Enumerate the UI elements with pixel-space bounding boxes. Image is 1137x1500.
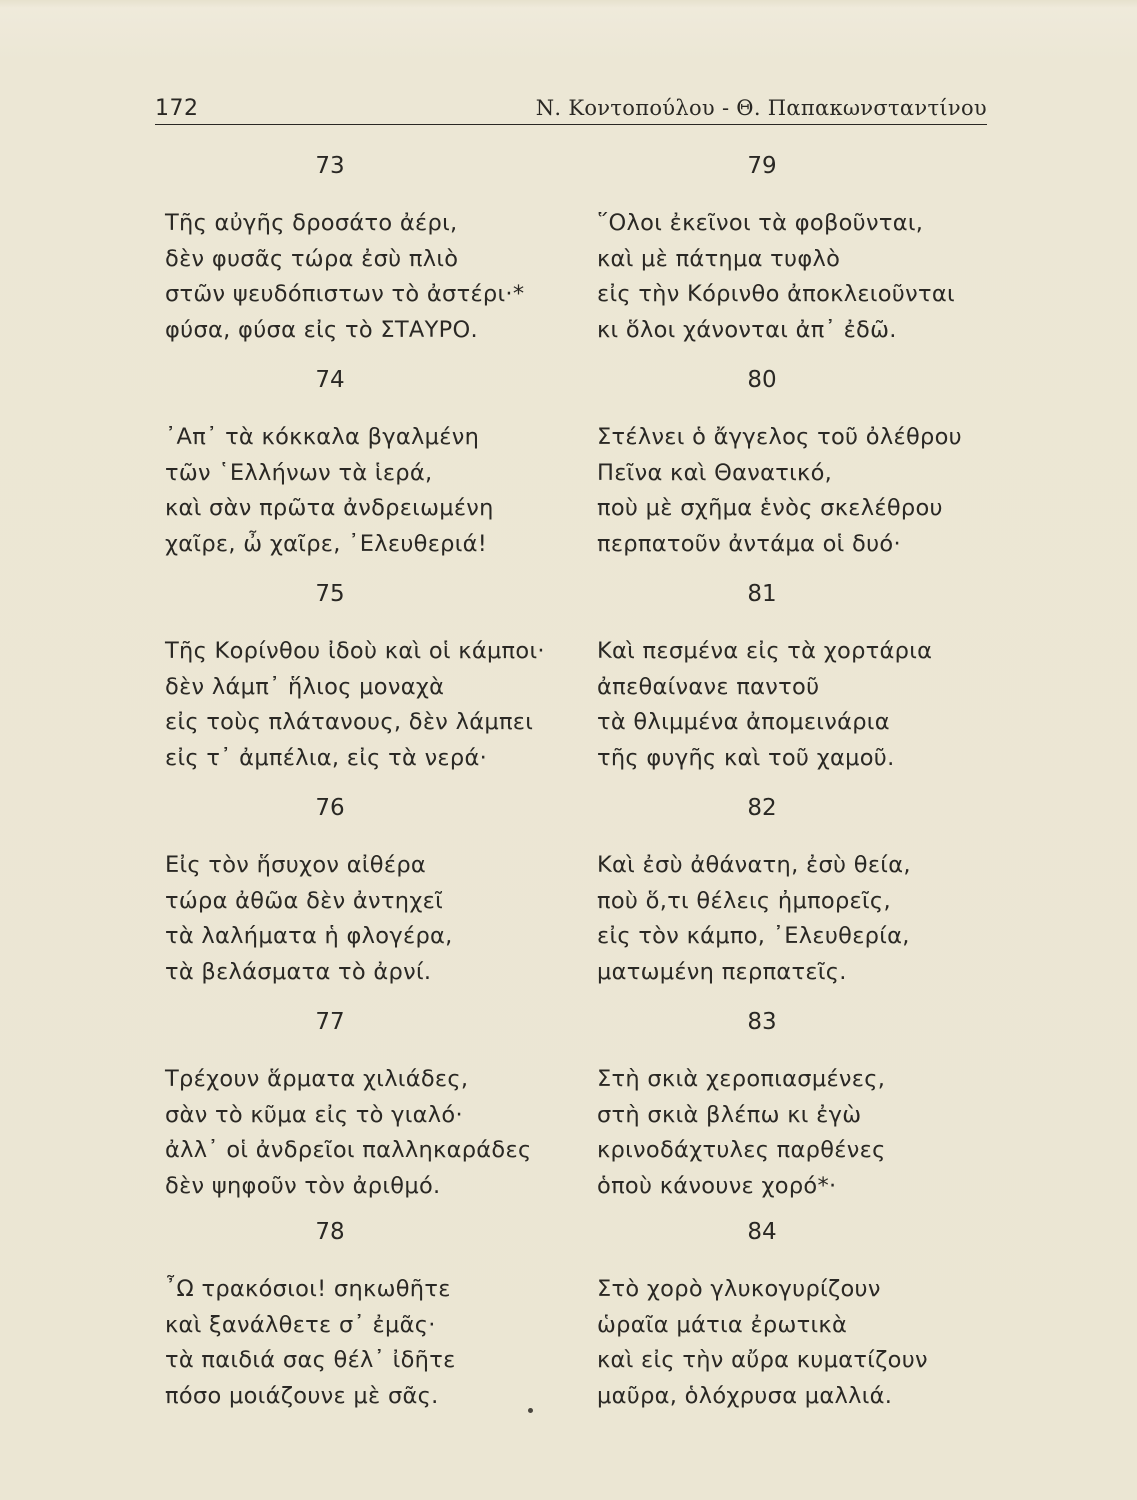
- verse-line: εἰς τὴν Κόρινθο ἀποκλειοῦνται: [597, 281, 955, 307]
- stanza-verse: [165, 1062, 531, 1204]
- verse-line: τὰ βελάσματα τὸ ἀρνί.: [165, 958, 432, 985]
- stanza-verse: [165, 206, 524, 348]
- verse-line: πόσο μοιάζουνε μὲ σᾶς.: [165, 1382, 439, 1409]
- verse-line: χαῖρε, ὦ χαῖρε, ᾿Ελευθεριά!: [165, 530, 488, 557]
- verse-line: δὲν λάμπ᾿ ἥλιος μοναχὰ: [165, 673, 445, 700]
- verse-line: τῆς φυγῆς καὶ τοῦ χαμοῦ.: [597, 744, 895, 771]
- verse-line: ῞Ολοι ἐκεῖνοι τὰ φοβοῦνται,: [597, 210, 924, 236]
- stanza-number: 84: [747, 1219, 777, 1245]
- verse-line: δὲν φυσᾶς τώρα ἐσὺ πλιὸ: [165, 245, 459, 272]
- verse-line: στὴ σκιὰ βλέπω κι ἐγὼ: [597, 1101, 862, 1128]
- verse-line: Πεῖνα καὶ Θανατικό,: [597, 459, 833, 486]
- running-head: Ν. Κοντοπούλου - Θ. Παπακωνσταντίνου: [535, 96, 987, 120]
- stanza-verse: [597, 848, 911, 990]
- page-header: [155, 96, 987, 128]
- stanza-verse: [597, 1272, 928, 1414]
- stanza-number: 73: [315, 153, 345, 179]
- verse-line: Στὸ χορὸ γλυκογυρίζουν: [597, 1276, 881, 1302]
- verse-line: ἀλλ᾿ οἱ ἀνδρεῖοι παλληκαράδες: [165, 1137, 532, 1163]
- verse-line: Καὶ πεσμένα εἰς τὰ χορτάρια: [597, 638, 933, 664]
- verse-line: ἀπεθαίνανε παντοῦ: [597, 673, 820, 700]
- stanza-verse: [597, 206, 955, 348]
- verse-line: Τρέχουν ἅρματα χιλιάδες,: [165, 1066, 469, 1092]
- verse-line: ματωμένη περπατεῖς.: [597, 958, 847, 985]
- verse-line: κρινοδάχτυλες παρθένες: [597, 1137, 886, 1163]
- stanza-number: 81: [747, 581, 777, 607]
- verse-line: στῶν ψευδόπιστων τὸ ἀστέρι·*: [165, 281, 525, 307]
- verse-line: εἰς τὸν κάμπο, ᾿Ελευθερία,: [597, 923, 910, 949]
- verse-line: Εἰς τὸν ἥσυχον αἰθέρα: [165, 852, 427, 878]
- stanza-verse: [165, 848, 453, 990]
- stanza-verse: [165, 1272, 456, 1414]
- ink-speck: [528, 1408, 533, 1413]
- stanza-number: 75: [315, 581, 345, 607]
- verse-line: Καὶ ἐσὺ ἀθάνατη, ἐσὺ θεία,: [597, 852, 911, 878]
- verse-line: κι ὅλοι χάνονται ἀπ᾿ ἐδῶ.: [597, 316, 897, 343]
- verse-line: εἰς τοὺς πλάτανους, δὲν λάμπει: [165, 709, 534, 735]
- verse-line: ὁποὺ κάνουνε χορό*·: [597, 1172, 837, 1199]
- verse-line: μαῦρα, ὁλόχρυσα μαλλιά.: [597, 1382, 893, 1409]
- verse-line: ὡραῖα μάτια ἐρωτικὰ: [597, 1311, 848, 1338]
- verse-line: καὶ μὲ πάτημα τυφλὸ: [597, 245, 841, 272]
- stanza-verse: [597, 634, 932, 776]
- verse-line: καὶ σὰν πρῶτα ἀνδρειωμένη: [165, 495, 494, 521]
- stanza-number: 74: [315, 367, 345, 393]
- verse-line: περπατοῦν ἀντάμα οἱ δυό·: [597, 530, 901, 557]
- verse-line: ποὺ ὅ,τι θέλεις ἠμπορεῖς,: [597, 887, 891, 914]
- verse-line: τὰ λαλήματα ἡ φλογέρα,: [165, 923, 453, 949]
- verse-line: ᾿Απ᾿ τὰ κόκκαλα βγαλμένη: [165, 424, 480, 450]
- verse-line: τώρα ἀθῶα δὲν ἀντηχεῖ: [165, 887, 444, 914]
- verse-line: τὰ παιδιά σας θέλ᾿ ἰδῆτε: [165, 1347, 456, 1373]
- stanza-verse: [165, 634, 545, 776]
- verse-line: ῏Ω τρακόσιοι! σηκωθῆτε: [165, 1276, 451, 1302]
- verse-line: σὰν τὸ κῦμα εἰς τὸ γιαλό·: [165, 1101, 463, 1128]
- stanza-number: 77: [315, 1009, 345, 1035]
- verse-line: Τῆς Κορίνθου ἰδοὺ καὶ οἱ κάμποι·: [165, 638, 545, 664]
- stanza-verse: [597, 1062, 886, 1204]
- verse-line: τὰ θλιμμένα ἀπομεινάρια: [597, 709, 890, 735]
- verse-line: φύσα, φύσα εἰς τὸ ΣΤΑΥΡΟ.: [165, 316, 478, 343]
- verse-line: εἰς τ᾿ ἀμπέλια, εἰς τὰ νερά·: [165, 744, 488, 771]
- verse-line: Τῆς αὐγῆς δροσάτο ἀέρι,: [165, 210, 458, 236]
- stanza-verse: [597, 420, 962, 562]
- stanza-number: 79: [747, 153, 777, 179]
- verse-line: δὲν ψηφοῦν τὸν ἀριθμό.: [165, 1172, 441, 1199]
- page-number: 172: [155, 96, 199, 121]
- stanza-verse: [165, 420, 494, 562]
- stanza-number: 82: [747, 795, 777, 821]
- verse-line: τῶν ῾Ελλήνων τὰ ἱερά,: [165, 459, 433, 486]
- stanza-number: 80: [747, 367, 777, 393]
- header-rule: [155, 124, 987, 125]
- verse-line: καὶ εἰς τὴν αὔρα κυματίζουν: [597, 1347, 928, 1373]
- verse-line: Στὴ σκιὰ χεροπιασμένες,: [597, 1066, 886, 1092]
- stanza-number: 78: [315, 1219, 345, 1245]
- stanza-number: 83: [747, 1009, 777, 1035]
- stanza-number: 76: [315, 795, 345, 821]
- verse-line: ποὺ μὲ σχῆμα ἑνὸς σκελέθρου: [597, 495, 943, 521]
- verse-line: Στέλνει ὁ ἄγγελος τοῦ ὀλέθρου: [597, 424, 962, 450]
- verse-line: καὶ ξανάλθετε σ᾿ ἐμᾶς·: [165, 1311, 436, 1338]
